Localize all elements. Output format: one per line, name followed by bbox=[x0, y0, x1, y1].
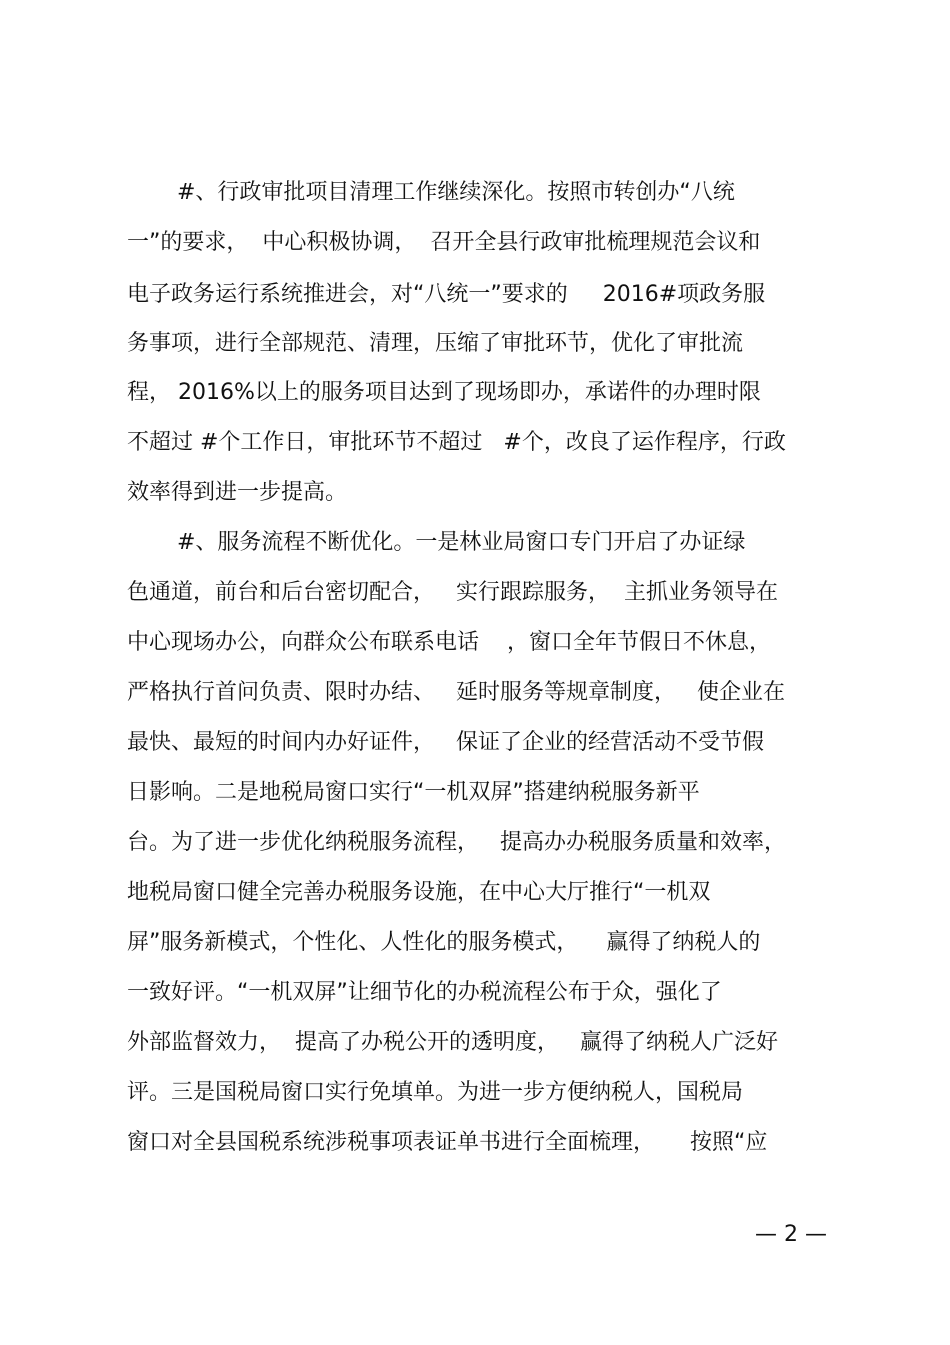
paragraph-2-line-2: 色通道，前台和后台密切配合， 实行跟踪服务， 主抓业务领导在 bbox=[127, 580, 778, 605]
paragraph-2-line-5: 最快、最短的时间内办好证件， 保证了企业的经营活动不受节假 bbox=[127, 730, 764, 755]
paragraph-2-line-9: 屏”服务新模式，个性化、人性化的服务模式， 赢得了纳税人的 bbox=[127, 930, 761, 955]
paragraph-1-line-5: 程， 2016%以上的服务项目达到了现场即办，承诺件的办理时限 bbox=[127, 380, 761, 405]
page-number: — 2 — bbox=[755, 1222, 827, 1247]
paragraph-1-line-6: 不超过 #个工作日，审批环节不超过 #个，改良了运作程序，行政 bbox=[127, 430, 786, 455]
paragraph-1-line-1: #、行政审批项目清理工作继续深化。按照市转创办“八统 bbox=[177, 180, 735, 205]
paragraph-1-line-3: 电子政务运行系统推进会，对“八统一”要求的 2016#项政务服 bbox=[127, 282, 766, 307]
paragraph-1-line-2: 一”的要求， 中心积极协调， 召开全县行政审批梳理规范会议和 bbox=[127, 230, 761, 255]
paragraph-2-line-1: #、服务流程不断优化。一是林业局窗口专门开启了办证绿 bbox=[177, 530, 746, 555]
paragraph-1-line-4: 务事项，进行全部规范、清理，压缩了审批环节，优化了审批流 bbox=[127, 331, 744, 356]
paragraph-2-line-8: 地税局窗口健全完善办税服务设施，在中心大厅推行“一机双 bbox=[127, 880, 711, 905]
paragraph-2-line-7: 台。为了进一步优化纳税服务流程， 提高办办税服务质量和效率， bbox=[127, 830, 786, 855]
paragraph-1-line-7: 效率得到进一步提高。 bbox=[127, 480, 348, 505]
paragraph-2-line-4: 严格执行首问负责、限时办结、 延时服务等规章制度， 使企业在 bbox=[127, 680, 785, 705]
paragraph-2-line-6: 日影响。二是地税局窗口实行“一机双屏”搭建纳税服务新平 bbox=[127, 780, 700, 805]
paragraph-2-line-10: 一致好评。“一机双屏”让细节化的办税流程公布于众，强化了 bbox=[127, 980, 722, 1005]
paragraph-2-line-11: 外部监督效力， 提高了办税公开的透明度， 赢得了纳税人广泛好 bbox=[127, 1030, 778, 1055]
paragraph-2-line-12: 评。三是国税局窗口实行免填单。为进一步方便纳税人，国税局 bbox=[127, 1080, 744, 1105]
paragraph-2-line-13: 窗口对全县国税系统涉税事项表证单书进行全面梳理， 按照“应 bbox=[127, 1130, 768, 1155]
paragraph-2-line-3: 中心现场办公，向群众公布联系电话 ，窗口全年节假日不休息， bbox=[127, 630, 771, 655]
